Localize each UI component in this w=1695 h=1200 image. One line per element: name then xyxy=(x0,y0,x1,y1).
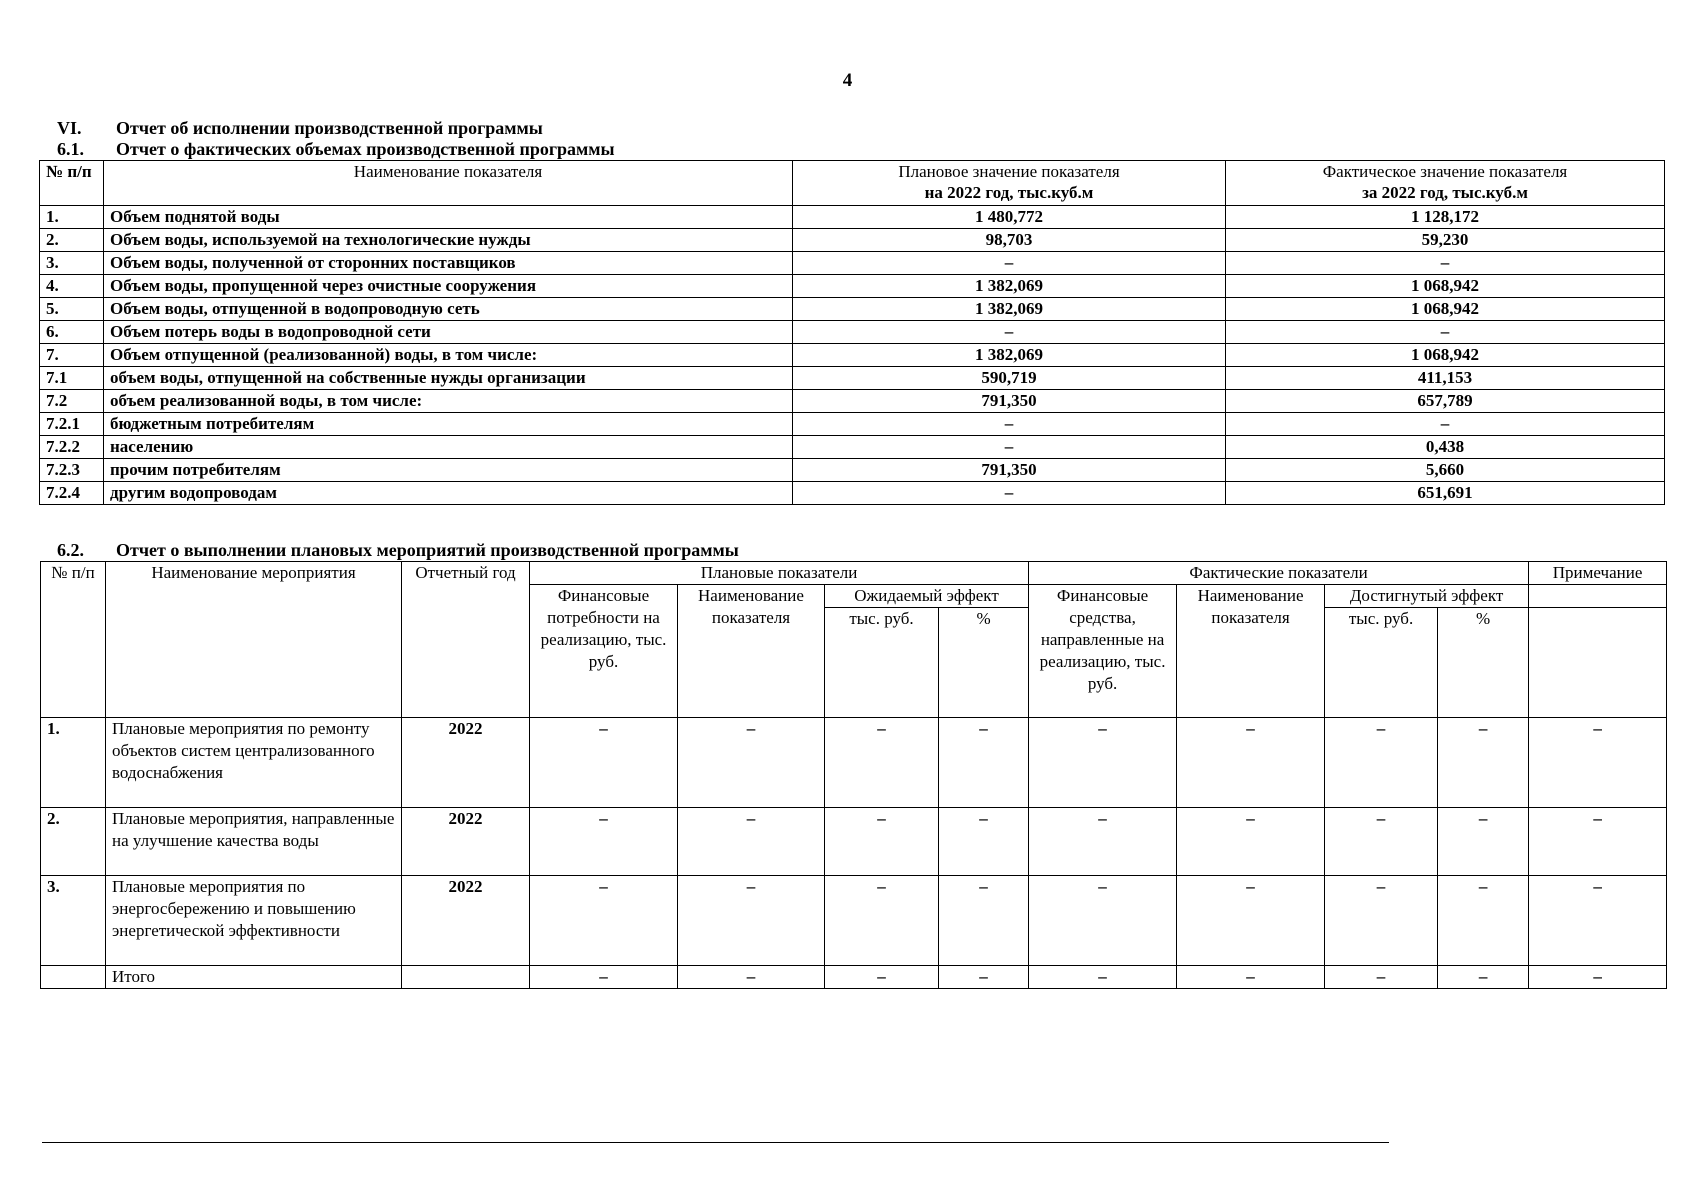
total-value: – xyxy=(1325,966,1438,989)
row-year: 2022 xyxy=(402,808,530,876)
cell-value: – xyxy=(1325,876,1438,966)
cell-value: – xyxy=(1529,876,1667,966)
header-plan-finance: Финансовые потребности на реализацию, тыс. руб. xyxy=(530,585,678,718)
cell-value: – xyxy=(530,718,678,808)
table-row xyxy=(41,808,1667,876)
row-fact-value: 651,691 xyxy=(1226,482,1665,505)
cell-value: – xyxy=(530,876,678,966)
subsection-heading-6-2 xyxy=(57,540,739,561)
row-fact-value: 1 068,942 xyxy=(1226,344,1665,367)
row-number: 6. xyxy=(40,321,104,344)
row-number: 7.1 xyxy=(40,367,104,390)
row-fact-value: – xyxy=(1226,321,1665,344)
header-measure-name: Наименование мероприятия xyxy=(106,562,402,718)
row-fact-value: 657,789 xyxy=(1226,390,1665,413)
row-number: 7.2.3 xyxy=(40,459,104,482)
header-fact-group: Фактические показатели xyxy=(1029,562,1529,585)
row-number: 1. xyxy=(40,206,104,229)
cell-value: – xyxy=(1325,718,1438,808)
total-value: – xyxy=(939,966,1029,989)
table-row xyxy=(40,298,1665,321)
header-plan-line1: Плановое значение показателя xyxy=(898,162,1120,181)
row-plan-value: – xyxy=(793,321,1226,344)
subsection-heading-6-1 xyxy=(57,139,615,160)
total-year-blank xyxy=(402,966,530,989)
row-name: объем реализованной воды, в том числе: xyxy=(104,390,793,413)
row-number: 7.2.4 xyxy=(40,482,104,505)
row-plan-value: 1 382,069 xyxy=(793,298,1226,321)
subsection-number: 6.1. xyxy=(57,139,84,159)
table-row xyxy=(40,344,1665,367)
row-fact-value: 0,438 xyxy=(1226,436,1665,459)
cell-value: – xyxy=(1029,808,1177,876)
table-row xyxy=(40,413,1665,436)
total-value: – xyxy=(1438,966,1529,989)
row-fact-value: 1 068,942 xyxy=(1226,298,1665,321)
table-row xyxy=(40,206,1665,229)
table-header-row xyxy=(40,161,1665,206)
row-fact-value: 1 128,172 xyxy=(1226,206,1665,229)
row-number: 2. xyxy=(41,808,106,876)
total-value: – xyxy=(825,966,939,989)
row-number: 3. xyxy=(40,252,104,275)
table-header-row xyxy=(41,562,1667,585)
total-value: – xyxy=(678,966,825,989)
row-number: 1. xyxy=(41,718,106,808)
row-fact-value: 59,230 xyxy=(1226,229,1665,252)
row-plan-value: 98,703 xyxy=(793,229,1226,252)
cell-value: – xyxy=(1029,876,1177,966)
cell-value: – xyxy=(939,718,1029,808)
row-fact-value: 411,153 xyxy=(1226,367,1665,390)
row-plan-value: – xyxy=(793,436,1226,459)
planned-measures-table xyxy=(40,561,1667,989)
section-number: VI. xyxy=(57,118,82,138)
header-plan-group: Плановые показатели xyxy=(530,562,1029,585)
cell-value: – xyxy=(678,718,825,808)
cell-value: – xyxy=(1438,808,1529,876)
table-row xyxy=(40,482,1665,505)
row-measure-name: Плановые мероприятия по ремонту объектов систем централизованного водоснабжения xyxy=(106,718,402,808)
row-plan-value: 1 382,069 xyxy=(793,275,1226,298)
cell-value: – xyxy=(1029,718,1177,808)
cell-value: – xyxy=(1438,876,1529,966)
header-fact-value xyxy=(1226,161,1665,206)
table-row xyxy=(41,718,1667,808)
cell-value: – xyxy=(1529,718,1667,808)
table-row xyxy=(40,390,1665,413)
row-plan-value: 1 480,772 xyxy=(793,206,1226,229)
row-fact-value: 1 068,942 xyxy=(1226,275,1665,298)
cell-value: – xyxy=(1529,808,1667,876)
row-fact-value: – xyxy=(1226,413,1665,436)
row-measure-name: Плановые мероприятия, направленные на улучшение качества воды xyxy=(106,808,402,876)
section-heading xyxy=(57,118,543,139)
cell-value: – xyxy=(1177,808,1325,876)
row-name: другим водопроводам xyxy=(104,482,793,505)
row-number: 7. xyxy=(40,344,104,367)
table-row xyxy=(40,459,1665,482)
subsection-title: Отчет о фактических объемах производственной программы xyxy=(116,139,615,159)
table-row xyxy=(40,275,1665,298)
row-name: Объем воды, используемой на технологические нужды xyxy=(104,229,793,252)
header-plan-effect: Ожидаемый эффект xyxy=(825,585,1029,608)
row-year: 2022 xyxy=(402,718,530,808)
row-plan-value: – xyxy=(793,482,1226,505)
header-report-year: Отчетный год xyxy=(402,562,530,718)
cell-value: – xyxy=(939,808,1029,876)
row-name: бюджетным потребителям xyxy=(104,413,793,436)
header-plan-line2: на 2022 год, тыс.куб.м xyxy=(924,183,1094,202)
row-number: 4. xyxy=(40,275,104,298)
row-fact-value: – xyxy=(1226,252,1665,275)
table-row xyxy=(41,876,1667,966)
header-note-blank xyxy=(1529,585,1667,608)
row-fact-value: 5,660 xyxy=(1226,459,1665,482)
row-number: 2. xyxy=(40,229,104,252)
cell-value: – xyxy=(1438,718,1529,808)
total-row xyxy=(41,966,1667,989)
row-name: Объем воды, пропущенной через очистные сооружения xyxy=(104,275,793,298)
row-number: 7.2.2 xyxy=(40,436,104,459)
total-value: – xyxy=(1529,966,1667,989)
row-name: Объем воды, полученной от сторонних поставщиков xyxy=(104,252,793,275)
table-row xyxy=(40,252,1665,275)
row-plan-value: 1 382,069 xyxy=(793,344,1226,367)
row-name: Объем потерь воды в водопроводной сети xyxy=(104,321,793,344)
header-fact-finance: Финансовые средства, направленные на реализацию, тыс. руб. xyxy=(1029,585,1177,718)
page-number: 4 xyxy=(842,70,853,91)
table-row xyxy=(40,229,1665,252)
header-note: Примечание xyxy=(1529,562,1667,585)
signature-line xyxy=(42,1142,1389,1143)
row-plan-value: 590,719 xyxy=(793,367,1226,390)
cell-value: – xyxy=(825,876,939,966)
table-row xyxy=(40,367,1665,390)
header-fact-effect: Достигнутый эффект xyxy=(1325,585,1529,608)
header-plan-effect-pct: % xyxy=(939,608,1029,718)
header-plan-effect-rub: тыс. руб. xyxy=(825,608,939,718)
row-name: объем воды, отпущенной на собственные нужды организации xyxy=(104,367,793,390)
header-plan-value xyxy=(793,161,1226,206)
cell-value: – xyxy=(825,718,939,808)
header-fact-effect-rub: тыс. руб. xyxy=(1325,608,1438,718)
row-number: 7.2 xyxy=(40,390,104,413)
cell-value: – xyxy=(678,876,825,966)
row-year: 2022 xyxy=(402,876,530,966)
table-row xyxy=(40,321,1665,344)
row-name: Объем отпущенной (реализованной) воды, в том числе: xyxy=(104,344,793,367)
cell-value: – xyxy=(939,876,1029,966)
cell-value: – xyxy=(678,808,825,876)
header-fact-indicator: Наименование показателя xyxy=(1177,585,1325,718)
row-number: 7.2.1 xyxy=(40,413,104,436)
row-measure-name: Плановые мероприятия по энергосбережению и повышению энергетической эффективности xyxy=(106,876,402,966)
cell-value: – xyxy=(1177,876,1325,966)
cell-value: – xyxy=(825,808,939,876)
row-plan-value: – xyxy=(793,413,1226,436)
row-name: Объем воды, отпущенной в водопроводную сеть xyxy=(104,298,793,321)
header-fact-line2: за 2022 год, тыс.куб.м xyxy=(1362,183,1528,202)
row-plan-value: – xyxy=(793,252,1226,275)
header-indicator-name: Наименование показателя xyxy=(104,161,793,206)
header-fact-effect-pct: % xyxy=(1438,608,1529,718)
subsection-title: Отчет о выполнении плановых мероприятий производственной программы xyxy=(116,540,739,560)
table-row xyxy=(40,436,1665,459)
row-name: прочим потребителям xyxy=(104,459,793,482)
row-name: Объем поднятой воды xyxy=(104,206,793,229)
total-label: Итого xyxy=(106,966,402,989)
cell-value: – xyxy=(530,808,678,876)
header-number: № п/п xyxy=(41,562,106,718)
row-plan-value: 791,350 xyxy=(793,459,1226,482)
cell-value: – xyxy=(1325,808,1438,876)
header-number: № п/п xyxy=(40,161,104,206)
header-plan-indicator: Наименование показателя xyxy=(678,585,825,718)
total-value: – xyxy=(1029,966,1177,989)
cell-value: – xyxy=(1177,718,1325,808)
header-note-blank xyxy=(1529,608,1667,718)
row-number: 3. xyxy=(41,876,106,966)
row-name: населению xyxy=(104,436,793,459)
total-number-blank xyxy=(41,966,106,989)
total-value: – xyxy=(1177,966,1325,989)
section-title: Отчет об исполнении производственной программы xyxy=(116,118,543,138)
header-fact-line1: Фактическое значение показателя xyxy=(1322,162,1568,181)
row-plan-value: 791,350 xyxy=(793,390,1226,413)
total-value: – xyxy=(530,966,678,989)
production-volumes-table xyxy=(39,160,1665,505)
row-number: 5. xyxy=(40,298,104,321)
subsection-number: 6.2. xyxy=(57,540,84,560)
